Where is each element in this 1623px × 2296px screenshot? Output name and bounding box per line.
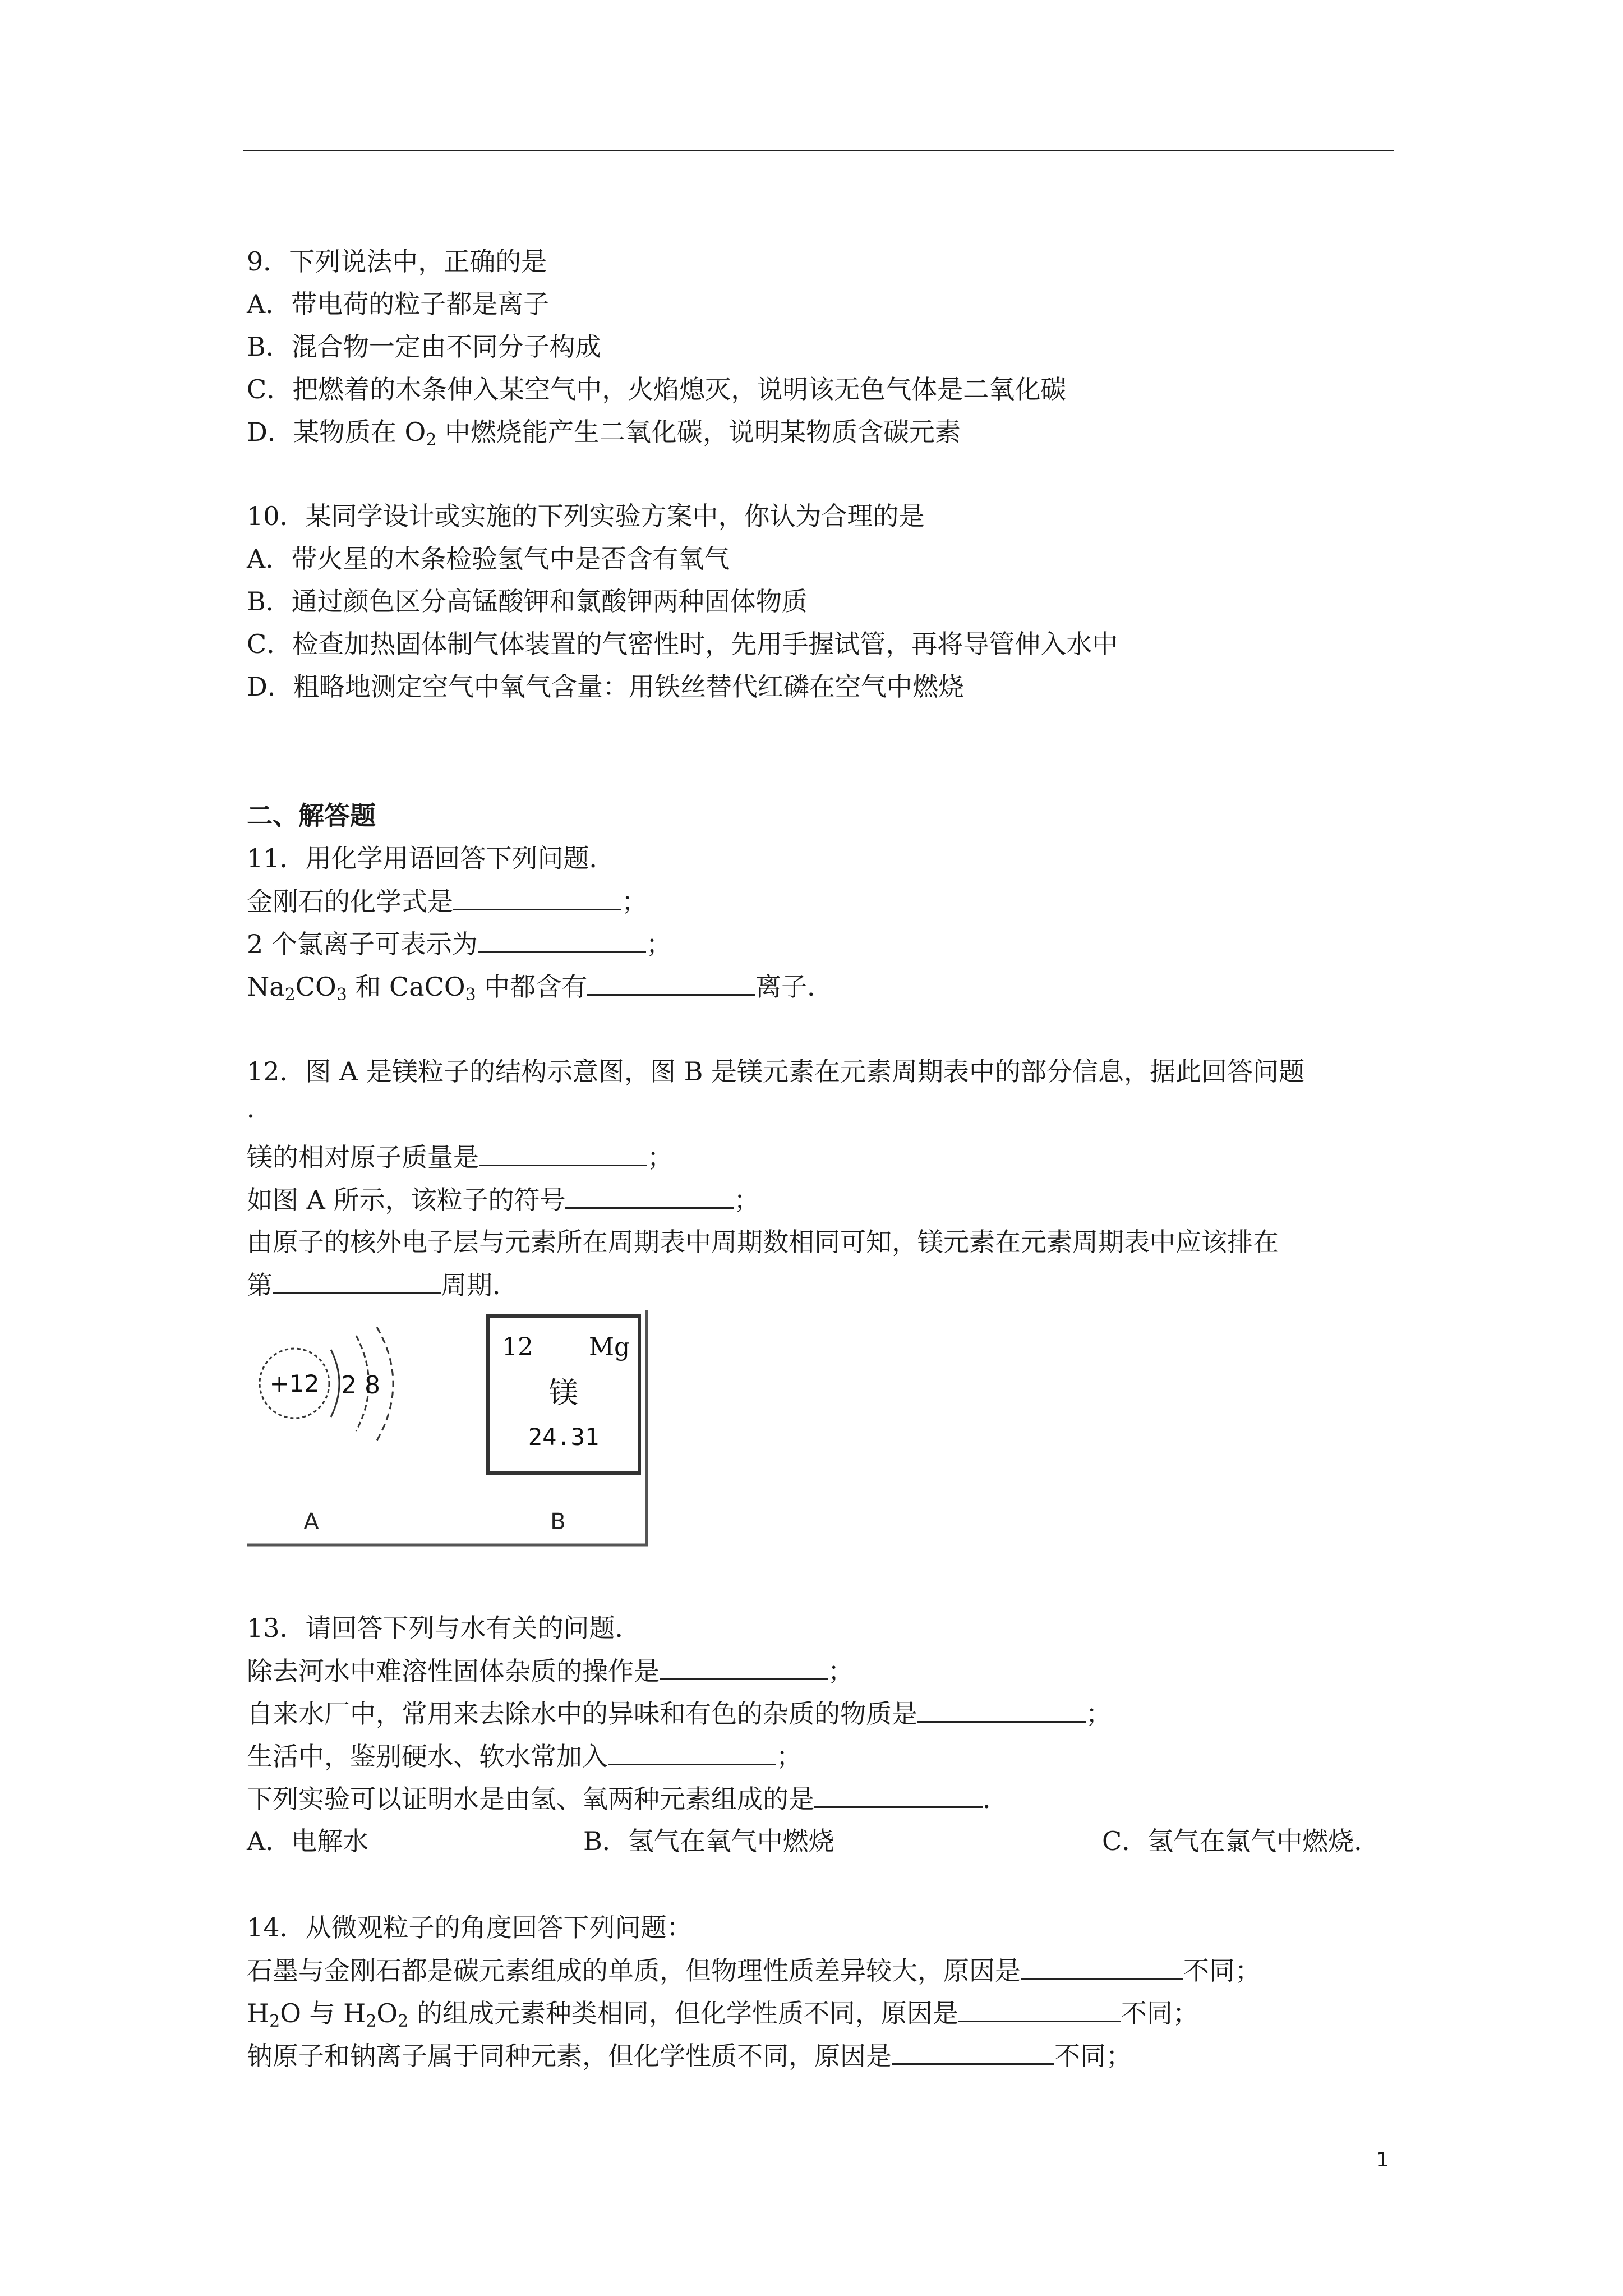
answer-blank[interactable] — [814, 1782, 983, 1808]
answer-blank[interactable] — [565, 1182, 734, 1209]
atomic-number: 12 — [502, 1333, 533, 1361]
answer-blank[interactable] — [892, 2039, 1054, 2065]
q13-line-2: 自来水厂中，常用来去除水中的异味和有色的杂质的物质是 ； — [247, 1696, 1112, 1731]
q12-line-2: 如图 A 所示，该粒子的符号 ； — [247, 1182, 759, 1217]
q12-stem-end: ． — [247, 1093, 273, 1124]
answer-blank[interactable] — [478, 927, 646, 953]
electron-shells: 2 8 — [341, 1371, 380, 1400]
element-symbol: Mg — [589, 1333, 630, 1361]
q13-line-4: 下列实验可以证明水是由氢、氧两种元素组成的是 ． — [247, 1782, 1008, 1816]
q13-line-1: 除去河水中难溶性固体杂质的操作是 ； — [247, 1654, 854, 1688]
answer-blank[interactable] — [608, 1739, 776, 1765]
q13-option-b: B．氢气在氧气中燃烧 — [583, 1826, 834, 1856]
answer-blank[interactable] — [660, 1654, 828, 1680]
answer-blank[interactable] — [273, 1268, 441, 1294]
q13-option-a: A．电解水 — [247, 1826, 369, 1856]
answer-blank[interactable] — [587, 969, 755, 996]
section-title: 二、解答题 — [247, 800, 376, 831]
q9-option-d: D．某物质在 $O_2$ 中燃烧能产生二氧化碳，说明某物质含碳元素 — [247, 417, 961, 450]
answer-blank[interactable] — [917, 1696, 1086, 1723]
q11-line-3: $Na_2CO_3$ 和 CaCO$_3$ 中都含有 离子． — [247, 969, 833, 1004]
q13-option-c: C．氢气在氯气中燃烧． — [1102, 1826, 1380, 1856]
q13-stem: 13．请回答下列与水有关的问题． — [247, 1613, 641, 1643]
page-number: 1 — [1376, 2148, 1389, 2171]
header-rule — [243, 150, 1394, 151]
answer-blank[interactable] — [958, 1996, 1121, 2022]
q14-line-1: 石墨与金刚石都是碳元素组成的单质，但物理性质差异较大，原因是 不同； — [247, 1953, 1261, 1987]
q12-line-3: 由原子的核外电子层与元素所在周期表中周期数相同可知，镁元素在元素周期表中应该排在 — [247, 1227, 1279, 1257]
q9-option-c: C．把燃着的木条伸入某空气中，火焰熄灭，说明该无色气体是二氧化碳 — [247, 374, 1067, 404]
nucleus-charge: +12 — [269, 1370, 320, 1397]
answer-blank[interactable] — [1021, 1953, 1183, 1980]
q9-option-b: B．混合物一定由不同分子构成 — [247, 332, 601, 362]
q14-line-3: 钠原子和钠离子属于同种元素，但化学性质不同，原因是 不同； — [247, 2039, 1132, 2073]
q9-stem: 9．下列说法中，正确的是 — [247, 246, 547, 277]
q11-line-1: 金刚石的化学式是 ； — [247, 884, 647, 918]
answer-blank[interactable] — [479, 1140, 647, 1166]
magnesium-figure — [247, 1310, 648, 1548]
q12-stem: 12．图 A 是镁粒子的结构示意图，图 B 是镁元素在元素周期表中的部分信息，据此回答问题 — [247, 1056, 1305, 1087]
element-name: 镁 — [548, 1377, 579, 1410]
q9-option-a: A．带电荷的粒子都是离子 — [247, 289, 550, 319]
q10-option-b: B．通过颜色区分高锰酸钾和氯酸钾两种固体物质 — [247, 586, 808, 616]
q11-line-2: 2 个氯离子可表示为 ； — [247, 927, 672, 961]
figure-label-b: B — [550, 1509, 566, 1535]
q12-line-4: 第 周期． — [247, 1268, 518, 1302]
q10-stem: 10．某同学设计或实施的下列实验方案中，你认为合理的是 — [247, 501, 925, 531]
q14-stem: 14．从微观粒子的角度回答下列问题： — [247, 1912, 693, 1943]
q11-stem: 11．用化学用语回答下列问题． — [247, 843, 615, 873]
q14-line-2: $H_2O$ 与 $H_2O_2$ 的组成元素种类相同，但化学性质不同，原因是 不同； — [247, 1996, 1198, 2030]
q10-option-a: A．带火星的木条检验氢气中是否含有氧气 — [247, 544, 730, 574]
q10-option-c: C．检查加热固体制气体装置的气密性时，先用手握试管，再将导管伸入水中 — [247, 629, 1118, 659]
answer-blank[interactable] — [453, 884, 621, 910]
q12-line-1: 镁的相对原子质量是 ； — [247, 1140, 673, 1174]
q10-option-d: D．粗略地测定空气中氧气含量：用铁丝替代红磷在空气中燃烧 — [247, 671, 964, 702]
figure-label-a: A — [303, 1509, 319, 1535]
atomic-mass: 24.31 — [528, 1423, 600, 1451]
q13-line-3: 生活中，鉴别硬水、软水常加入 ； — [247, 1739, 802, 1773]
